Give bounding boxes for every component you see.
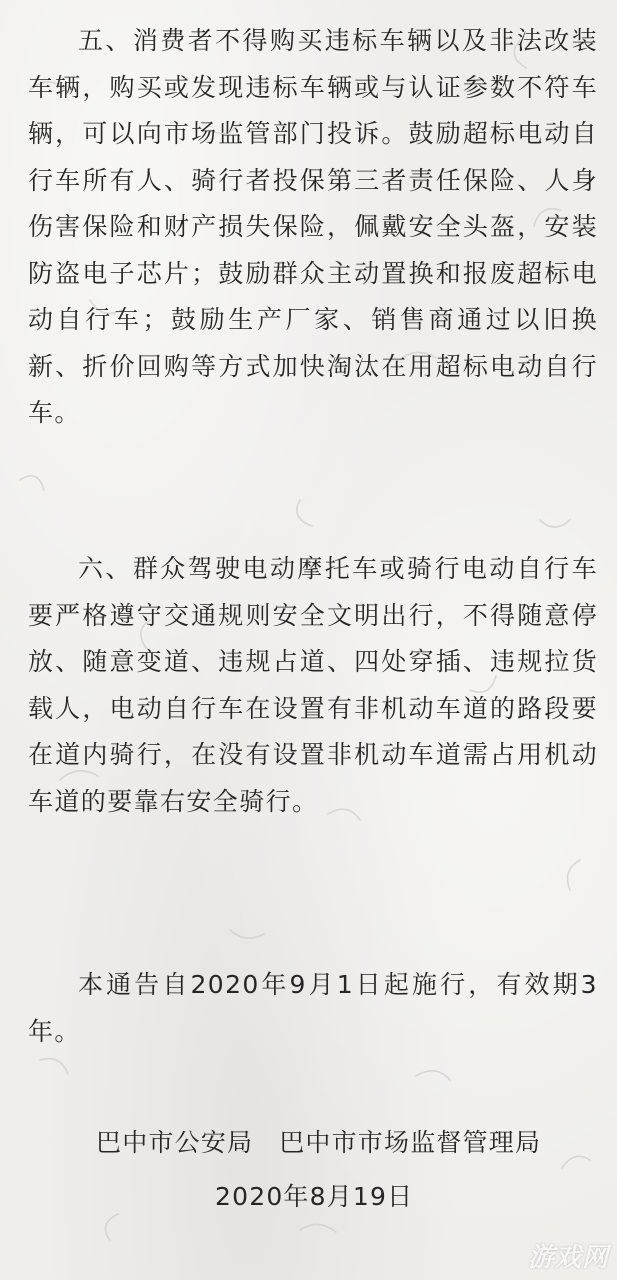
paragraph-effective-date: 本通告自2020年9月1日起施行，有效期3年。 [28,970,598,1046]
signature-org-market: 巴中市市场监督管理局 [279,1128,542,1157]
signature-date: 2020年8月19日 [215,1182,414,1211]
site-watermark: 游戏网 [527,1243,609,1273]
signature-org-police: 巴中市公安局 [96,1128,254,1157]
paragraph-item-five: 五、消费者不得购买违标车辆以及非法改装车辆，购买或发现违标车辆或与认证参数不符车辆，可以向市场监管部门投诉。鼓励超标电动自行车所有人、骑行者投保第三者责任保险、人身伤害保险和财产损失保险，佩戴安全头盔，安装防盗电子芯片；鼓励群众主动置换和报废超标电动自行车；鼓励生产厂家、销售商通过以旧换新、折价回购等方式加快淘汰在用超标电动自行车。 [28,26,598,427]
signature-organizations [96,1125,541,1161]
paragraph-item-six: 六、群众驾驶电动摩托车或骑行电动自行车要严格遵守交通规则安全文明出行，不得随意停放、随意变道、违规占道、四处穿插、违规拉货载人，电动自行车在设置有非机动车道的路段要在道内骑行，在没有设置非机动车道需占用机动车道的要靠右安全骑行。 [28,554,598,816]
